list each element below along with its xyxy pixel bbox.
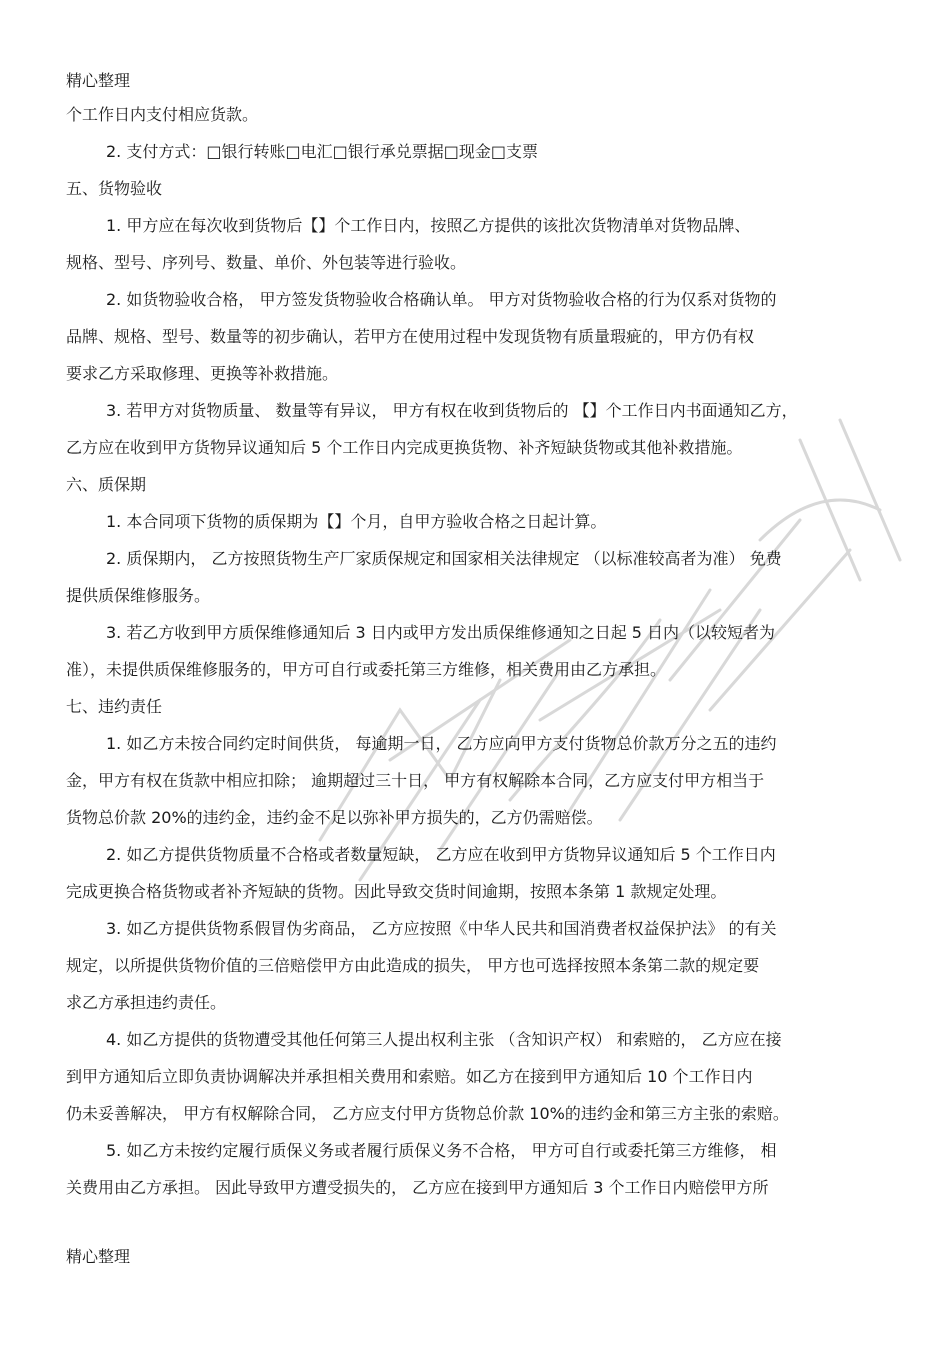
paragraph-line: 金，甲方有权在货款中相应扣除； 逾期超过三十日， 甲方有权解除本合同，乙方应支付甲方相当于 bbox=[66, 771, 765, 790]
payment-method-line: 2. 支付方式：□银行转账□电汇□银行承兑票据□现金□支票 bbox=[106, 142, 538, 161]
paragraph-line: 个工作日内支付相应货款。 bbox=[66, 105, 259, 124]
paragraph-line: 1. 如乙方未按合同约定时间供货， 每逾期一日， 乙方应向甲方支付货物总价款万分之五的违约 bbox=[106, 734, 777, 753]
paragraph-line: 3. 若甲方对货物质量、 数量等有异议， 甲方有权在收到货物后的 【】个工作日内书面通知乙方， bbox=[106, 401, 798, 420]
paragraph-line: 乙方应在收到甲方货物异议通知后 5 个工作日内完成更换货物、补齐短缺货物或其他补救措施。 bbox=[66, 438, 743, 457]
paragraph-line: 准），未提供质保维修服务的，甲方可自行或委托第三方维修，相关费用由乙方承担。 bbox=[66, 660, 667, 679]
page-header: 精心整理 bbox=[66, 71, 131, 90]
paragraph-line: 提供质保维修服务。 bbox=[66, 586, 211, 605]
paragraph-line: 到甲方通知后立即负责协调解决并承担相关费用和索赔。如乙方在接到甲方通知后 10 个工作日内 bbox=[66, 1067, 753, 1086]
paragraph-line: 4. 如乙方提供的货物遭受其他任何第三人提出权利主张 （含知识产权） 和索赔的， 乙方应在接 bbox=[106, 1030, 782, 1049]
paragraph-line: 2. 如货物验收合格， 甲方签发货物验收合格确认单。 甲方对货物验收合格的行为仅系对货物的 bbox=[106, 290, 777, 309]
paragraph-line: 1. 甲方应在每次收到货物后【】个工作日内，按照乙方提供的该批次货物清单对货物品牌、 bbox=[106, 216, 751, 235]
paragraph-line: 3. 若乙方收到甲方质保维修通知后 3 日内或甲方发出质保维修通知之日起 5 日内（以较短者为 bbox=[106, 623, 776, 642]
paragraph-line: 3. 如乙方提供货物系假冒伪劣商品， 乙方应按照《中华人民共和国消费者权益保护法》 的有关 bbox=[106, 919, 777, 938]
section-heading-acceptance: 五、货物验收 bbox=[66, 179, 163, 198]
section-heading-warranty: 六、质保期 bbox=[66, 475, 147, 494]
paragraph-line: 要求乙方采取修理、更换等补救措施。 bbox=[66, 364, 339, 383]
paragraph-line: 2. 如乙方提供货物质量不合格或者数量短缺， 乙方应在收到甲方货物异议通知后 5 个工作日内 bbox=[106, 845, 776, 864]
page-footer: 精心整理 bbox=[66, 1247, 131, 1266]
section-heading-liability: 七、违约责任 bbox=[66, 697, 163, 716]
paragraph-line: 5. 如乙方未按约定履行质保义务或者履行质保义务不合格， 甲方可自行或委托第三方维修， 相 bbox=[106, 1141, 777, 1160]
paragraph-line: 求乙方承担违约责任。 bbox=[66, 993, 227, 1012]
paragraph-line: 规格、型号、序列号、数量、单价、外包装等进行验收。 bbox=[66, 253, 467, 272]
paragraph-line: 1. 本合同项下货物的质保期为【】个月，自甲方验收合格之日起计算。 bbox=[106, 512, 607, 531]
paragraph-line: 货物总价款 20%的违约金，违约金不足以弥补甲方损失的，乙方仍需赔偿。 bbox=[66, 808, 603, 827]
paragraph-line: 规定，以所提供货物价值的三倍赔偿甲方由此造成的损失， 甲方也可选择按照本条第二款的规定要 bbox=[66, 956, 760, 975]
paragraph-line: 仍未妥善解决， 甲方有权解除合同， 乙方应支付甲方货物总价款 10%的违约金和第三方主张的索赔。 bbox=[66, 1104, 789, 1123]
document-body bbox=[66, 96, 886, 1206]
paragraph-line: 2. 质保期内， 乙方按照货物生产厂家质保规定和国家相关法律规定 （以标准较高者为准） 免费 bbox=[106, 549, 782, 568]
paragraph-line: 关费用由乙方承担。 因此导致甲方遭受损失的， 乙方应在接到甲方通知后 3 个工作日内赔偿甲方所 bbox=[66, 1178, 769, 1197]
paragraph-line: 品牌、规格、型号、数量等的初步确认，若甲方在使用过程中发现货物有质量瑕疵的，甲方仍有权 bbox=[66, 327, 755, 346]
paragraph-line: 完成更换合格货物或者补齐短缺的货物。因此导致交货时间逾期，按照本条第 1 款规定处理。 bbox=[66, 882, 727, 901]
